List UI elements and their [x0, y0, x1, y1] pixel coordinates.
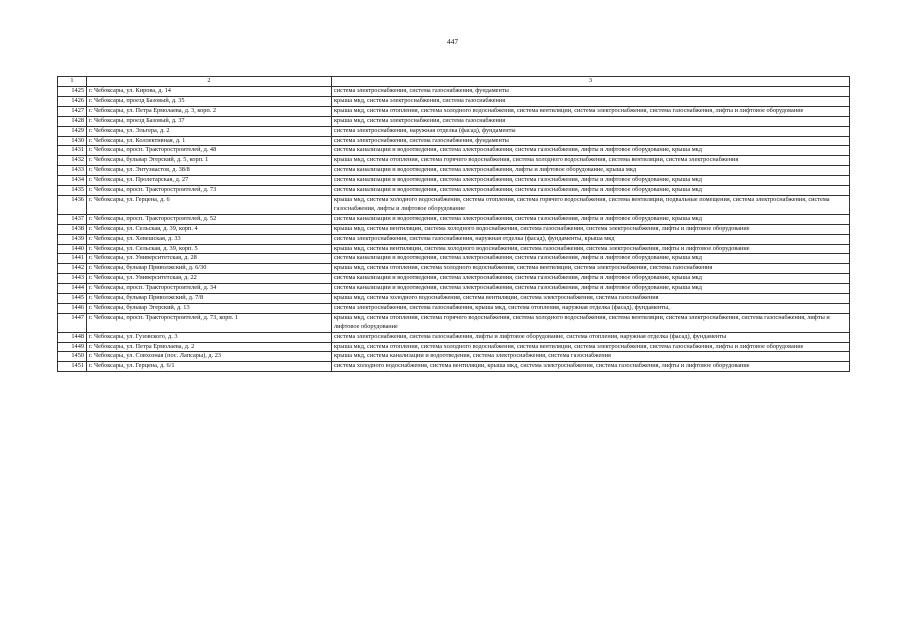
- table-row: [58, 332, 850, 342]
- systems-cell: система канализации и водоотведения, система электроснабжения, система газоснабжения, лифты и лифтовое оборудование, крыша мкд: [332, 186, 850, 196]
- address-cell: г. Чебоксары, ул. Герцена, д. 6/1: [87, 362, 332, 372]
- table-row: [58, 186, 850, 196]
- address-cell: г. Чебоксары, ул. Сельская, д. 39, корп. 4: [87, 224, 332, 234]
- systems-cell: система электроснабжения, система газоснабжения, крыша мкд, система отопления, наружная отделка (фасад), фундаменты,: [332, 303, 850, 313]
- table-row: [58, 224, 850, 234]
- row-number-cell: 1430: [58, 136, 87, 146]
- address-cell: г. Чебоксары, просп. Тракторостроителей, д. 73, корп. 1: [87, 313, 332, 332]
- table-row: [58, 166, 850, 176]
- address-cell: г. Чебоксары, ул. Университетская, д. 28: [87, 254, 332, 264]
- address-cell: г. Чебоксары, проезд Базовый, д. 35: [87, 96, 332, 106]
- row-number-cell: 1426: [58, 96, 87, 106]
- row-number-cell: 1449: [58, 342, 87, 352]
- row-number-cell: 1433: [58, 166, 87, 176]
- table-row: [58, 195, 850, 214]
- systems-cell: крыша мкд, система холодного водоснабжения, система вентиляции, система электроснабжения, система газоснабжения: [332, 294, 850, 304]
- row-number-cell: 1427: [58, 106, 87, 116]
- table-row: [58, 87, 850, 97]
- systems-cell: крыша мкд, система отопления, система горячего водоснабжения, система холодного водоснабжения, система вентиляции, система электроснабжения, система газоснабжения, лифты и лифтовое оборудование: [332, 313, 850, 332]
- systems-cell: крыша мкд, система электроснабжения, система газоснабжения: [332, 116, 850, 126]
- systems-cell: крыша мкд, система холодного водоснабжения, система отопления, система горячего водоснабжения, система вентиляции, подвальные помещения, система электроснабжения, система газоснабжения, лифты и лифтовое оборудование: [332, 195, 850, 214]
- address-cell: г. Чебоксары, ул. Гузовского, д. 3: [87, 332, 332, 342]
- table-header-row: [58, 77, 850, 87]
- table-row: [58, 313, 850, 332]
- address-cell: г. Чебоксары, бульвар Приволжский, д. 6/30: [87, 264, 332, 274]
- address-cell: г. Чебоксары, ул. Сельская, д. 39, корп. 5: [87, 244, 332, 254]
- systems-cell: крыша мкд, система вентиляции, система холодного водоснабжения, система газоснабжения, система электроснабжения, лифты и лифтовое оборудование: [332, 244, 850, 254]
- row-number-cell: 1450: [58, 352, 87, 362]
- systems-cell: система канализации и водоотведения, система электроснабжения, система газоснабжения, лифты и лифтовое оборудование, крыша мкд: [332, 214, 850, 224]
- row-number-cell: 1438: [58, 224, 87, 234]
- table-row: [58, 234, 850, 244]
- systems-cell: система холодного водоснабжения, система вентиляции, крыша мкд, система электроснабжения, система газоснабжения, лифты и лифтовое оборудование: [332, 362, 850, 372]
- table-row: [58, 116, 850, 126]
- address-cell: г. Чебоксары, просп. Тракторостроителей, д. 52: [87, 214, 332, 224]
- systems-cell: крыша мкд, система электроснабжения, система газоснабжения: [332, 96, 850, 106]
- row-number-cell: 1425: [58, 87, 87, 97]
- address-cell: г. Чебоксары, ул. Герцена, д. 6: [87, 195, 332, 214]
- header-col-3: 3: [332, 77, 850, 87]
- systems-cell: система электроснабжения, система газоснабжения, лифты и лифтовое оборудование, система отопления, наружная отделка (фасад), фундаменты: [332, 332, 850, 342]
- address-cell: г. Чебоксары, ул. Энтузиастов, д. 38/8: [87, 166, 332, 176]
- table-row: [58, 146, 850, 156]
- systems-cell: система канализации и водоотведения, система электроснабжения, система газоснабжения, лифты и лифтовое оборудование, крыша мкд: [332, 176, 850, 186]
- table-row: [58, 362, 850, 372]
- row-number-cell: 1439: [58, 234, 87, 244]
- address-cell: г. Чебоксары, ул. Коллективная, д. 1: [87, 136, 332, 146]
- address-cell: г. Чебоксары, ул. Эльгера, д. 2: [87, 126, 332, 136]
- address-cell: г. Чебоксары, бульвар Приволжский, д. 7/8: [87, 294, 332, 304]
- systems-cell: крыша мкд, система вентиляции, система холодного водоснабжения, система газоснабжения, система электроснабжения, лифты и лифтовое оборудование: [332, 224, 850, 234]
- systems-cell: крыша мкд, система отопления, система холодного водоснабжения, система вентиляции, система электроснабжения, система газоснабжения, лифты и лифтовое оборудование: [332, 342, 850, 352]
- row-number-cell: 1442: [58, 264, 87, 274]
- systems-cell: система электроснабжения, наружная отделка (фасад), фундаменты: [332, 126, 850, 136]
- row-number-cell: 1440: [58, 244, 87, 254]
- systems-cell: крыша мкд, система отопления, система холодного водоснабжения, система вентиляции, система электроснабжения, система газоснабжения: [332, 264, 850, 274]
- table-row: [58, 342, 850, 352]
- row-number-cell: 1444: [58, 284, 87, 294]
- address-cell: г. Чебоксары, просп. Тракторостроителей, д. 34: [87, 284, 332, 294]
- address-cell: г. Чебоксары, бульвар Эгерский, д. 5, корп. 1: [87, 156, 332, 166]
- table-row: [58, 136, 850, 146]
- row-number-cell: 1428: [58, 116, 87, 126]
- systems-cell: крыша мкд, система канализации и водоотведения, система электроснабжения, система газоснабжения: [332, 352, 850, 362]
- systems-cell: система канализации и водоотведения, система электроснабжения, лифты и лифтовое оборудование, крыша мкд: [332, 166, 850, 176]
- row-number-cell: 1448: [58, 332, 87, 342]
- address-cell: г. Чебоксары, ул. Кирова, д. 14: [87, 87, 332, 97]
- row-number-cell: 1432: [58, 156, 87, 166]
- systems-cell: система электроснабжения, система газоснабжения, наружная отделка (фасад), фундаменты, крыша мкд: [332, 234, 850, 244]
- table-row: [58, 126, 850, 136]
- systems-cell: система канализации и водоотведения, система электроснабжения, система газоснабжения, лифты и лифтовое оборудование, крыша мкд: [332, 284, 850, 294]
- table-row: [58, 254, 850, 264]
- header-col-1: 1: [58, 77, 87, 87]
- row-number-cell: 1443: [58, 274, 87, 284]
- table-row: [58, 106, 850, 116]
- page-number: 447: [446, 37, 459, 46]
- table-row: [58, 284, 850, 294]
- systems-cell: система электроснабжения, система газоснабжения, фундаменты: [332, 136, 850, 146]
- row-number-cell: 1429: [58, 126, 87, 136]
- address-cell: г. Чебоксары, ул. Петра Ермолаева, д. 3, корп. 2: [87, 106, 332, 116]
- address-cell: г. Чебоксары, просп. Тракторостроителей, д. 73: [87, 186, 332, 196]
- address-cell: г. Чебоксары, ул. Хевешская, д. 33: [87, 234, 332, 244]
- table-row: [58, 176, 850, 186]
- address-cell: г. Чебоксары, проезд Базовый, д. 37: [87, 116, 332, 126]
- table-row: [58, 244, 850, 254]
- table-row: [58, 214, 850, 224]
- systems-cell: система канализации и водоотведения, система электроснабжения, система газоснабжения, лифты и лифтовое оборудование, крыша мкд: [332, 274, 850, 284]
- table-row: [58, 303, 850, 313]
- row-number-cell: 1447: [58, 313, 87, 332]
- address-cell: г. Чебоксары, просп. Тракторостроителей, д. 48: [87, 146, 332, 156]
- address-cell: г. Чебоксары, бульвар Эгерский, д. 13: [87, 303, 332, 313]
- table-row: [58, 352, 850, 362]
- row-number-cell: 1436: [58, 195, 87, 214]
- row-number-cell: 1441: [58, 254, 87, 264]
- systems-cell: система электроснабжения, система газоснабжения, фундаменты: [332, 87, 850, 97]
- address-cell: г. Чебоксары, ул. Совхозная (пос. Лапсары), д. 23: [87, 352, 332, 362]
- address-cell: г. Чебоксары, ул. Пролетарская, д. 27: [87, 176, 332, 186]
- row-number-cell: 1431: [58, 146, 87, 156]
- table-row: [58, 294, 850, 304]
- table-row: [58, 156, 850, 166]
- row-number-cell: 1437: [58, 214, 87, 224]
- systems-cell: крыша мкд, система отопления, система холодного водоснабжения, система вентиляции, система электроснабжения, система газоснабжения, лифты и лифтовое оборудование: [332, 106, 850, 116]
- row-number-cell: 1445: [58, 294, 87, 304]
- address-cell: г. Чебоксары, ул. Университетская, д. 22: [87, 274, 332, 284]
- systems-cell: система канализации и водоотведения, система электроснабжения, система газоснабжения, лифты и лифтовое оборудование, крыша мкд: [332, 146, 850, 156]
- address-cell: г. Чебоксары, ул. Петра Ермолаева, д. 2: [87, 342, 332, 352]
- row-number-cell: 1451: [58, 362, 87, 372]
- systems-cell: крыша мкд, система отопления, система горячего водоснабжения, система холодного водоснабжения, система вентиляции, система электроснабжения: [332, 156, 850, 166]
- header-col-2: 2: [87, 77, 332, 87]
- row-number-cell: 1434: [58, 176, 87, 186]
- table-row: [58, 274, 850, 284]
- table-row: [58, 96, 850, 106]
- table-row: [58, 264, 850, 274]
- buildings-table: [57, 76, 850, 372]
- row-number-cell: 1435: [58, 186, 87, 196]
- row-number-cell: 1446: [58, 303, 87, 313]
- systems-cell: система канализации и водоотведения, система электроснабжения, система газоснабжения, лифты и лифтовое оборудование, крыша мкд: [332, 254, 850, 264]
